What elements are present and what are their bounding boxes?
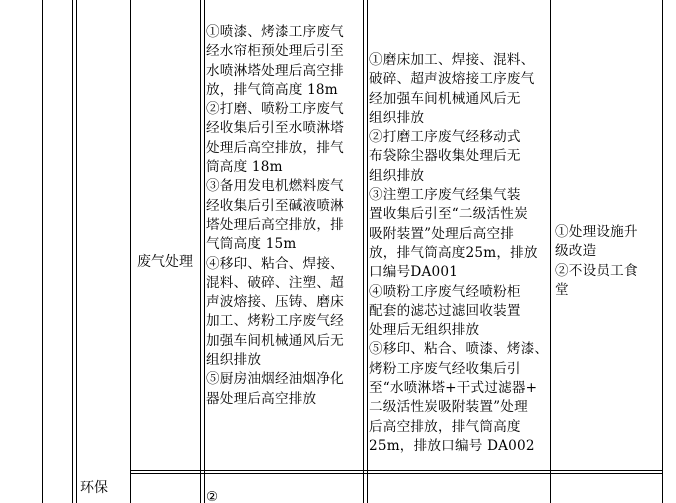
next-row-fragment: ② bbox=[206, 489, 219, 503]
text-line: ①磨床加工、焊接、混料、 bbox=[369, 52, 535, 68]
table-column-line bbox=[130, 0, 131, 503]
text-line: 口编号DA001 bbox=[369, 264, 459, 281]
table-border-right bbox=[662, 0, 663, 503]
text-line: ②不设员工食 bbox=[555, 262, 638, 279]
table-column-line bbox=[367, 0, 368, 503]
text-line: 至“水喷淋塔+干式过滤器+ bbox=[369, 380, 538, 397]
text-line: 声波熔接、压铸、磨床 bbox=[206, 294, 344, 311]
text-line: 经加强车间机械通风后无 bbox=[369, 90, 521, 107]
text-line: ②打磨工序废气经移动式 bbox=[369, 129, 521, 146]
text-line: ①处理设施升 bbox=[555, 224, 638, 240]
text-line: 筒高度 18m bbox=[206, 159, 283, 176]
text-line: 塔处理后高空排放，排 bbox=[206, 216, 344, 233]
text-line: 布袋除尘器收集处理后无 bbox=[369, 148, 521, 165]
text-line: ④喷粉工序废气经喷粉柜 bbox=[369, 283, 521, 300]
table-border-left bbox=[42, 0, 43, 503]
text-line: 配套的滤芯过滤回收装置 bbox=[369, 302, 521, 319]
table-column-line bbox=[200, 0, 201, 503]
treatment-measures-col-a bbox=[206, 23, 344, 409]
text-line: ①喷漆、烤漆工序废气 bbox=[206, 24, 344, 40]
text-line: 水喷淋塔处理后高空排 bbox=[206, 62, 344, 79]
category-label: 废气处理 bbox=[137, 254, 193, 270]
text-line: 二级活性炭吸附装置”处理 bbox=[369, 399, 528, 416]
text-line: 加工、烤粉工序废气经 bbox=[206, 313, 344, 330]
text-line: 烤粉工序废气经收集后引 bbox=[369, 360, 521, 377]
text-line: 后高空排放，排气筒高度 bbox=[369, 418, 521, 435]
row-separator bbox=[130, 470, 663, 471]
text-line: ②打磨、喷粉工序废气 bbox=[206, 101, 344, 118]
rectification-col-c bbox=[555, 223, 638, 300]
text-line: 放，排气筒高度 18m bbox=[206, 81, 338, 98]
treatment-measures-col-b bbox=[369, 51, 548, 456]
text-line: 加强车间机械通风后无 bbox=[206, 332, 344, 349]
text-line: 吸附装置”处理后高空排 bbox=[369, 225, 515, 242]
text-line: 器处理后高空排放 bbox=[206, 390, 317, 407]
text-line: 经收集后引至水喷淋塔 bbox=[206, 120, 344, 137]
text-line: 破碎、超声波熔接工序废气 bbox=[369, 71, 535, 88]
text-line: ③注塑工序废气经集气装 bbox=[369, 187, 521, 204]
text-line: ④移印、粘合、焊接、 bbox=[206, 255, 344, 272]
table-column-line bbox=[204, 0, 205, 503]
text-line: ③备用发电机燃料废气 bbox=[206, 178, 344, 195]
text-line: ⑤移印、粘合、喷漆、烤漆、 bbox=[369, 341, 549, 358]
text-line: 组织排放 bbox=[369, 109, 425, 126]
table-inner-line bbox=[72, 0, 73, 503]
group-label: 环保 bbox=[80, 480, 108, 496]
text-line: 组织排放 bbox=[206, 352, 262, 369]
text-line: 处理后无组织排放 bbox=[369, 322, 480, 339]
text-line: 处理后高空排放，排气 bbox=[206, 139, 344, 156]
text-line: 经收集后引至碱液喷淋 bbox=[206, 197, 344, 214]
text-line: 气筒高度 15m bbox=[206, 236, 297, 253]
text-line: 级改造 bbox=[555, 243, 597, 260]
text-line: 组织排放 bbox=[369, 167, 425, 184]
table-inner-line bbox=[76, 0, 77, 503]
text-line: 堂 bbox=[555, 281, 569, 298]
table-column-line bbox=[550, 0, 551, 503]
text-line: 放，排气筒高度25m，排放 bbox=[369, 244, 538, 261]
text-line: 置收集后引至“二级活性炭 bbox=[369, 206, 528, 223]
text-line: ⑤厨房油烟经油烟净化 bbox=[206, 371, 344, 388]
text-line: 25m，排放口编号 DA002 bbox=[369, 437, 535, 454]
table-column-line bbox=[363, 0, 364, 503]
row-separator bbox=[130, 473, 663, 474]
text-line: 经水帘柜预处理后引至 bbox=[206, 43, 344, 60]
text-line: 混料、破碎、注塑、超 bbox=[206, 274, 344, 291]
